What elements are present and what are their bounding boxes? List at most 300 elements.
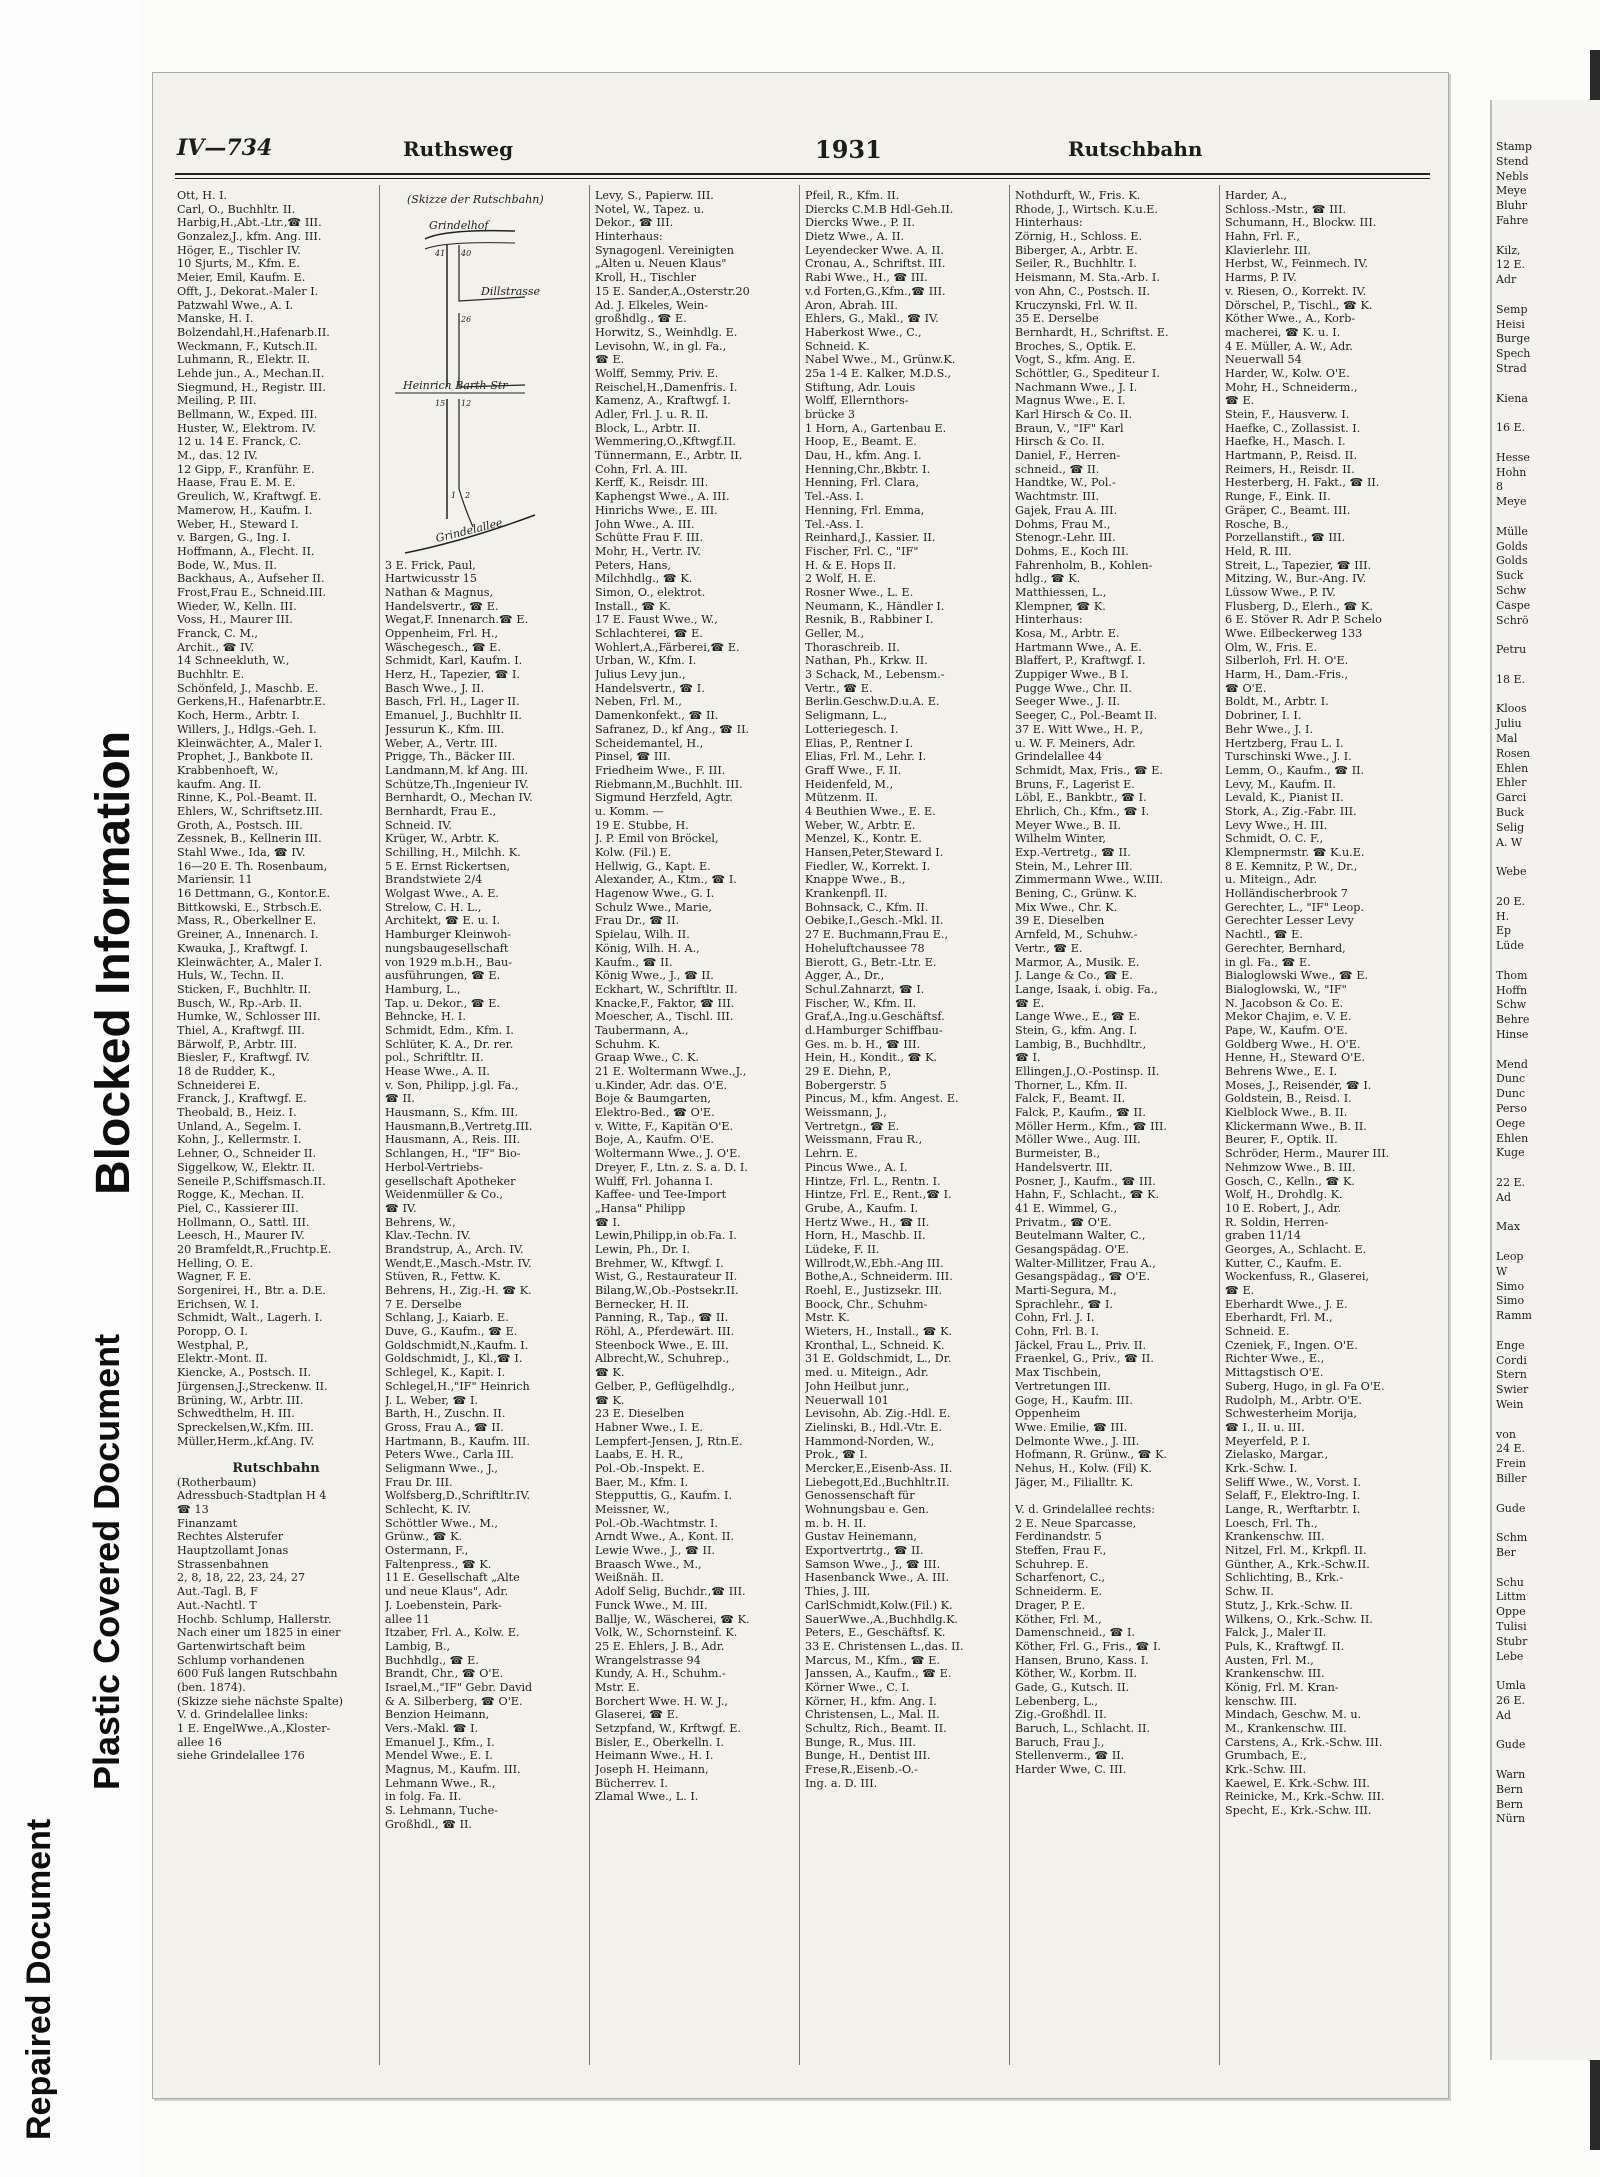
directory-line: ☎ I., II. u. III. <box>1225 1420 1305 1434</box>
directory-line: Gerkens,H., Hafenarbtr.E. <box>177 695 326 709</box>
directory-line: Zessnek, B., Kellnerin III. <box>177 832 322 846</box>
directory-line: Broches, S., Optik. E. <box>1015 339 1137 353</box>
directory-line: Volk, W., Schornsteinf. K. <box>595 1626 738 1640</box>
directory-line: Basch, Frl. H., Lager II. <box>385 695 520 709</box>
next-page-fragment: Rosen <box>1496 746 1531 760</box>
next-page-fragment: Stend <box>1496 154 1529 168</box>
directory-line: kaufm. Ang. II. <box>177 777 262 791</box>
directory-line: Buchhltr. E. <box>177 668 245 682</box>
directory-line: Schneid. E. <box>1225 1325 1290 1339</box>
directory-line: Seiler, R., Buchhltr. I. <box>1015 257 1137 271</box>
directory-line: Reinhard,J., Kassier. II. <box>805 531 936 545</box>
directory-page <box>152 72 1449 2099</box>
directory-line: Mittagstisch O'E. <box>1225 1366 1324 1380</box>
directory-line: Julius Levy jun., <box>595 668 686 682</box>
directory-line <box>1015 1489 1215 1503</box>
directory-line: Rechtes Alsterufer <box>177 1530 284 1544</box>
directory-line: Knacke,F., Faktor, ☎ III. <box>595 996 735 1010</box>
next-page-fragment: H. <box>1496 909 1510 923</box>
directory-line: 1 Horn, A., Gartenbau E. <box>805 421 947 435</box>
directory-line: Wwe. Emilie, ☎ III. <box>1015 1420 1128 1434</box>
directory-line: Gesangspädag. O'E. <box>1015 1242 1129 1256</box>
directory-line: Thoraschreib. II. <box>805 640 900 654</box>
next-page-fragment: Gude <box>1496 1738 1526 1752</box>
directory-line: Bisler, E., Oberkelln. I. <box>595 1735 724 1749</box>
directory-line: Köther, Frl. M., <box>1015 1612 1102 1626</box>
directory-line: Scharfenort, C., <box>1015 1571 1106 1585</box>
directory-line: Frau Dr. III. <box>385 1475 453 1489</box>
directory-line: Behrens Wwe., E. I. <box>1225 1065 1338 1078</box>
directory-line: Max Tischbein, <box>1015 1366 1102 1380</box>
directory-line: Schuhm. K. <box>595 1037 661 1051</box>
next-page-fragment: Schw <box>1496 998 1527 1012</box>
directory-line: Spielau, Wilh. II. <box>595 928 690 942</box>
directory-line: Hahn, F., Schlacht., ☎ K. <box>1015 1188 1160 1202</box>
directory-line: 35 E. Derselbe <box>1015 312 1099 326</box>
directory-line: Henning, Frl. Clara, <box>805 476 920 490</box>
directory-line: Kamenz, A., Kraftwgf. I. <box>595 394 731 408</box>
directory-line: großhdlg., ☎ E. <box>595 312 687 326</box>
next-page-fragment: Mend <box>1496 1057 1528 1071</box>
directory-line: ☎ I. <box>1015 1051 1041 1065</box>
directory-line: 3 E. Frick, Paul, <box>385 558 476 572</box>
directory-line: Vertr., ☎ E. <box>805 681 873 695</box>
directory-line: Wagner, F. E. <box>177 1270 252 1284</box>
directory-line: Siegmund, H., Registr. III. <box>177 380 326 394</box>
column-1 <box>177 189 375 2069</box>
directory-line: J. P. Emil von Bröckel, <box>595 832 719 846</box>
directory-line: Köther, W., Korbm. II. <box>1015 1667 1137 1681</box>
directory-line: Franck, J., Kraftwgf. E. <box>177 1092 307 1106</box>
directory-line: Thiel, A., Kraftwgf. III. <box>177 1023 305 1037</box>
directory-line: Adressbuch-Stadtplan H 4 <box>177 1489 327 1503</box>
directory-line: 3 Schack, M., Lebensm.- <box>805 668 945 682</box>
directory-line: Grumbach, E., <box>1225 1749 1307 1763</box>
house-no-26: 26 <box>461 315 472 324</box>
scan-label-strip <box>0 0 140 2177</box>
directory-line: Bothe,A., Schneiderm. III. <box>805 1270 953 1284</box>
directory-line: Koch, Herm., Arbtr. I. <box>177 709 300 723</box>
directory-line: Strassenbahnen <box>177 1557 269 1571</box>
directory-line: V. d. Grindelallee rechts: <box>1015 1503 1156 1516</box>
directory-line: Held, R. III. <box>1225 544 1292 558</box>
house-no-41: 41 <box>435 249 446 258</box>
directory-line: Neumann, K., Händler I. <box>805 599 945 613</box>
directory-line: Burmeister, B., <box>1015 1147 1101 1161</box>
directory-line: Grube, A., Kaufm. I. <box>805 1201 919 1215</box>
next-page-fragment: Suck <box>1496 569 1524 583</box>
directory-line: Wachtmstr. III. <box>1015 490 1100 504</box>
directory-line: Ott, H. I. <box>177 189 228 202</box>
directory-line: Mindach, Geschw. M. u. <box>1225 1708 1362 1722</box>
directory-line: Exp.-Vertretg., ☎ II. <box>1015 846 1131 859</box>
directory-line: Boje & Baumgarten, <box>595 1092 711 1106</box>
directory-line: Glaserei, ☎ E. <box>595 1708 679 1722</box>
directory-line: Theobald, B., Heiz. I. <box>177 1106 297 1120</box>
directory-line: Mohr, H., Vertr. IV. <box>595 544 701 558</box>
header-rule-thin <box>175 178 1430 179</box>
directory-line: Rudolph, M., Arbtr. O'E. <box>1225 1393 1362 1407</box>
directory-line: Braasch Wwe., M., <box>595 1557 702 1571</box>
directory-line: Goldberg Wwe., H. O'E. <box>1225 1037 1361 1051</box>
next-page-fragment: 24 E. <box>1496 1442 1526 1456</box>
column-divider <box>379 185 380 2065</box>
directory-line: Schröder, Herm., Maurer III. <box>1225 1147 1390 1161</box>
directory-line: Synagogenl. Vereinigten <box>595 243 734 257</box>
directory-line: Streit, L., Tapezier, ☎ III. <box>1225 558 1372 572</box>
directory-line: Boje, A., Kaufm. O'E. <box>595 1133 714 1147</box>
directory-line: Zimmermann Wwe., W.III. <box>1015 873 1164 887</box>
directory-line: Hofmann, R. Grünw., ☎ K. <box>1015 1448 1167 1462</box>
directory-line: 14 Schneekluth, W., <box>177 654 290 668</box>
directory-line: u. W. F. Meiners, Adr. <box>1015 736 1136 750</box>
directory-line: Greiner, A., Innenarch. I. <box>177 928 319 942</box>
next-page-fragment: 16 E. <box>1496 421 1526 435</box>
next-page-fragment: Hesse <box>1496 450 1530 464</box>
directory-line: Benzion Heimann, <box>385 1708 490 1722</box>
directory-line: Beurer, F., Optik. II. <box>1225 1133 1338 1147</box>
directory-line: Boock, Chr., Schuhm- <box>805 1297 928 1311</box>
directory-line: Fischer, Frl. C., "IF" <box>805 544 919 558</box>
directory-line: Bialoglowski, W., "IF" <box>1225 982 1347 996</box>
directory-line: & A. Silberberg, ☎ O'E. <box>385 1694 523 1708</box>
next-page-fragment: Schu <box>1496 1575 1524 1589</box>
directory-line: von 1929 m.b.H., Bau- <box>385 955 513 969</box>
next-page-fragment: Gude <box>1496 1501 1526 1515</box>
directory-line: Finanzamt <box>177 1516 238 1530</box>
directory-line: Hintze, Frl. L., Rentn. I. <box>805 1174 941 1188</box>
directory-line: Busch, W., Rp.-Arb. II. <box>177 996 302 1010</box>
directory-line: Pol.-Ob.-Wachtmstr. I. <box>595 1516 718 1530</box>
directory-line: Hausmann, A., Reis. III. <box>385 1133 521 1147</box>
directory-line: 10 E. Robert, J., Adr. <box>1225 1201 1342 1215</box>
next-page-fragment: Semp <box>1496 302 1528 316</box>
directory-line: Fahrenholm, B., Kohlen- <box>1015 558 1153 572</box>
directory-line: „Alten u. Neuen Klaus" <box>595 257 727 271</box>
directory-line: brücke 3 <box>805 408 856 421</box>
directory-line: Schlecht, K. IV. <box>385 1503 471 1516</box>
directory-line: Handelsvertr. III. <box>1015 1160 1113 1174</box>
directory-line: Scheidemantel, H., <box>595 736 704 750</box>
directory-line: Zielasko, Margar., <box>1225 1448 1329 1462</box>
directory-line: Lempfert-Jensen, J, Rtn.E. <box>595 1434 743 1448</box>
directory-line: Bode, W., Mus. II. <box>177 558 277 572</box>
directory-line: Nehmzow Wwe., B. III. <box>1225 1160 1356 1174</box>
directory-line: Brandstrup, A., Arch. IV. <box>385 1242 524 1256</box>
directory-line: Baruch, Frau J., <box>1015 1735 1105 1749</box>
next-page-fragment: Buck <box>1496 806 1524 819</box>
directory-line: 27 E. Buchmann,Frau E., <box>805 928 949 942</box>
directory-line: Backhaus, A., Aufseher II. <box>177 572 325 586</box>
directory-line: Seligmann, L., <box>805 709 887 723</box>
directory-line: Krankenschw. III. <box>1225 1667 1325 1681</box>
next-page-fragment: Cordi <box>1496 1353 1527 1367</box>
directory-line: Reinicke, M., Krk.-Schw. III. <box>1225 1790 1385 1804</box>
directory-line: Bobergerstr. 5 <box>805 1078 887 1092</box>
next-page-fragment: Golds <box>1496 554 1528 568</box>
next-page-fragment: Thom <box>1496 968 1528 982</box>
directory-line: u. Komm. — <box>595 804 664 818</box>
directory-line: v. Witte, F., Kapitän O'E. <box>595 1119 734 1133</box>
directory-line: Stein, M., Lehrer III. <box>1015 859 1133 873</box>
directory-line: Nitzel, Frl. M., Krkpfl. II. <box>1225 1544 1367 1558</box>
directory-line: Ferdinandstr. 5 <box>1015 1530 1102 1544</box>
directory-line: Diercks Wwe., P. II. <box>805 216 915 230</box>
directory-line: Pincus, M., kfm. Angest. E. <box>805 1092 959 1106</box>
directory-line: Reimers, H., Reisdr. II. <box>1225 462 1355 476</box>
directory-line: Sorgenirei, H., Btr. a. D.E. <box>177 1284 326 1297</box>
next-page-fragment: Webe <box>1496 865 1527 879</box>
directory-line: 29 E. Diehn, P., <box>805 1065 892 1078</box>
directory-line: 19 E. Stubbe, H. <box>595 818 689 832</box>
directory-line: Tel.-Ass. I. <box>805 490 864 504</box>
directory-line: gesellschaft Apotheker <box>385 1174 516 1188</box>
directory-line: Cohn, Frl. A. III. <box>595 462 688 476</box>
directory-line: Porzellanstift., ☎ III. <box>1225 531 1346 545</box>
directory-line: Henning, Frl. Emma, <box>805 503 925 517</box>
next-page-fragment: Frein <box>1496 1457 1527 1471</box>
directory-line: Bruns, F., Lagerist E. <box>1015 777 1135 791</box>
directory-line: Lambig, B., <box>385 1639 451 1653</box>
directory-line: Nathan, Ph., Krkw. II. <box>805 654 928 668</box>
directory-line: Falck, P., Kaufm., ☎ II. <box>1015 1106 1146 1120</box>
next-page-fragment: Juliu <box>1496 717 1522 731</box>
next-page-fragment: Spech <box>1496 347 1531 361</box>
directory-line: Marti-Segura, M., <box>1015 1284 1117 1297</box>
directory-line: Günther, A., Krk.-Schw.II. <box>1225 1557 1370 1571</box>
next-page-fragment: Fahre <box>1496 214 1529 227</box>
directory-line: 12 u. 14 E. Franck, C. <box>177 435 302 449</box>
directory-line: M., das. 12 IV. <box>177 449 258 463</box>
directory-line: Urban, W., Kfm. I. <box>595 654 697 668</box>
directory-line: Damenschneid., ☎ I. <box>1015 1626 1135 1640</box>
directory-line: Aut.-Nachtl. T <box>177 1598 257 1612</box>
directory-line: Richter Wwe., E., <box>1225 1352 1325 1366</box>
directory-line: R. Soldin, Herren- <box>1225 1215 1329 1229</box>
directory-line: Oppenheim, Frl. H., <box>385 627 499 640</box>
directory-line: Wilkens, O., Krk.-Schw. II. <box>1225 1612 1373 1626</box>
directory-line: Resnik, B., Rabbiner I. <box>805 613 934 627</box>
directory-line: Spreckelsen,W.,Kfm. III. <box>177 1420 314 1434</box>
directory-line: Frese,R.,Eisenb.-O.- <box>805 1763 918 1777</box>
directory-line: John Wwe., A. III. <box>595 517 695 531</box>
next-page-fragment: Stamp <box>1496 140 1532 153</box>
directory-line: Hahn, Frl. F., <box>1225 230 1300 244</box>
directory-line: Schöttler Wwe., M., <box>385 1516 498 1530</box>
directory-line: Hoop, E., Beamt. E. <box>805 435 917 449</box>
directory-line: Klav.-Techn. IV. <box>385 1229 471 1243</box>
directory-line: Marmor, A., Musik. E. <box>1015 955 1140 969</box>
directory-line: Ing. a. D. III. <box>805 1776 878 1790</box>
next-page-fragment: Strad <box>1496 362 1527 375</box>
directory-line: Weidenmüller & Co., <box>385 1188 503 1202</box>
directory-line: pol., Schriftltr. II. <box>385 1051 484 1065</box>
directory-line: Magnus, M., Kaufm. III. <box>385 1763 521 1777</box>
directory-line: Pincus Wwe., A. I. <box>805 1160 908 1174</box>
directory-line: Exportvertrtg., ☎ II. <box>805 1544 924 1558</box>
directory-line: Hellwig, G., Kapt. E. <box>595 859 711 873</box>
directory-line: Kaffee- und Tee-Import <box>595 1188 727 1202</box>
directory-line: Grünw., ☎ K. <box>385 1530 463 1544</box>
directory-line: Gade, G., Kutsch. II. <box>1015 1680 1130 1694</box>
directory-line: Wendt,E.,Masch.-Mstr. IV. <box>385 1256 532 1270</box>
directory-line: Gesangspädag., ☎ O'E. <box>1015 1270 1151 1284</box>
directory-line: Cronau, A., Schriftst. III. <box>805 257 946 271</box>
directory-line: Janssen, A., Kaufm., ☎ E. <box>805 1667 952 1681</box>
directory-line: Magnus Wwe., E. I. <box>1015 394 1126 408</box>
page-header <box>153 135 1448 169</box>
directory-line: Stellenverm., ☎ II. <box>1015 1749 1125 1763</box>
directory-line: Handelsvertr., ☎ I. <box>595 681 705 695</box>
directory-line: Neuerwall 101 <box>805 1393 889 1407</box>
next-page-fragment: 8 <box>1496 480 1503 494</box>
directory-line: Rabi Wwe., H., ☎ III. <box>805 271 928 285</box>
directory-line: 2 Wolf, H. E. <box>805 572 877 586</box>
directory-line: Safranez, D., kf Ang., ☎ II. <box>595 722 750 736</box>
directory-line: König, Wilh. H. A., <box>595 941 700 955</box>
directory-line: Friedheim Wwe., F. III. <box>595 763 726 777</box>
directory-line: Hinterhaus: <box>1015 216 1083 230</box>
next-page-fragment: Kuge <box>1496 1146 1525 1160</box>
directory-line: Mendel Wwe., E. I. <box>385 1749 493 1763</box>
next-page-fragment: Swier <box>1496 1383 1529 1397</box>
next-page-fragment: Kloos <box>1496 702 1527 716</box>
next-page-fragment: Lebe <box>1496 1649 1524 1663</box>
directory-line: Habner Wwe., I. E. <box>595 1420 703 1434</box>
directory-line: Berlin.Geschw.D.u.A. E. <box>805 695 940 709</box>
directory-line: Schütte Frau F. III. <box>595 531 703 545</box>
directory-line: Gräper, C., Beamt. III. <box>1225 503 1351 517</box>
directory-line: Dekor., ☎ III. <box>595 216 674 230</box>
directory-line: Beutelmann Walter, C., <box>1015 1229 1146 1243</box>
directory-line: Klavierlehr. III. <box>1225 243 1311 257</box>
directory-line: Moses, J., Reisender, ☎ I. <box>1225 1078 1372 1092</box>
directory-line: Bernecker, H. II. <box>595 1297 690 1311</box>
directory-line: Brandt, Chr., ☎ O'E. <box>385 1667 504 1681</box>
directory-line: Willrodt,W.,Ebh.-Ang III. <box>805 1256 944 1270</box>
directory-line: Hamburger Kleinwoh- <box>385 928 512 942</box>
next-page-fragment: Dunc <box>1496 1072 1526 1086</box>
directory-line: Krankenschw. III. <box>1225 1530 1325 1544</box>
directory-line: Behr Wwe., J. I. <box>1225 722 1314 736</box>
directory-line: Meissner, W., <box>595 1503 670 1516</box>
directory-line: Schultz, Rich., Beamt. II. <box>805 1722 947 1735</box>
directory-line: Pol.-Ob.-Inspekt. E. <box>595 1461 705 1475</box>
directory-line: Neben, Frl. M., <box>595 695 682 709</box>
directory-line: Kielblock Wwe., B. II. <box>1225 1106 1348 1120</box>
directory-line: Leesch, H., Maurer IV. <box>177 1229 305 1243</box>
directory-line: Graf,A.,Ing.u.Geschäftsf. <box>805 1010 945 1024</box>
directory-line: Weber, A., Vertr. III. <box>385 736 498 750</box>
directory-line: Mamerow, H., Kaufm. I. <box>177 503 313 517</box>
directory-line: allee 16 <box>177 1735 222 1749</box>
directory-line: Patzwahl Wwe., A. I. <box>177 298 294 312</box>
directory-line: Erichsen, W. I. <box>177 1297 259 1311</box>
directory-line: Mass, R., Oberkellner E. <box>177 914 317 928</box>
directory-line: Gerechter Lesser Levy <box>1225 914 1354 928</box>
directory-line: ☎ I. <box>595 1215 621 1229</box>
directory-line: Schwedthelm, H. III. <box>177 1407 295 1421</box>
directory-line: ☎ IV. <box>385 1201 417 1215</box>
column-3 <box>595 189 795 2069</box>
directory-line: Zielinski, B., Hdl.-Vtr. E. <box>805 1420 942 1434</box>
directory-line: Nehus, H., Kolw. (Fil) K. <box>1015 1461 1152 1475</box>
directory-line: Köther Wwe., A., Korb- <box>1225 312 1356 326</box>
directory-line: Nothdurft, W., Fris. K. <box>1015 189 1141 202</box>
directory-line: Wohnungsbau e. Gen. <box>805 1503 929 1516</box>
directory-line: Meyer Wwe., B. II. <box>1015 818 1122 832</box>
directory-line: Hansen,Peter,Steward I. <box>805 846 944 859</box>
next-page-fragment: Nürn <box>1496 1812 1526 1826</box>
directory-line: Hartmann, P., Reisd. II. <box>1225 449 1358 463</box>
directory-line: Schulz Wwe., Marie, <box>595 900 712 914</box>
directory-line: Fraenkel, G., Priv., ☎ II. <box>1015 1352 1154 1366</box>
directory-line: Willers, J., Hdlgs.-Geh. I. <box>177 722 317 736</box>
directory-line: Baer, M., Kfm. I. <box>595 1475 689 1489</box>
next-page-fragment: Selig <box>1496 820 1525 834</box>
directory-line: Heimann Wwe., H. I. <box>595 1749 714 1763</box>
next-page-fragment: Hinse <box>1496 1028 1529 1041</box>
directory-line: Levy, M., Kaufm. II. <box>1225 777 1336 791</box>
directory-line: Adolf Selig, Buchdr.,☎ III. <box>595 1585 746 1599</box>
directory-line: Gustav Heinemann, <box>805 1530 917 1544</box>
directory-line: Schuhrep. E. <box>1015 1557 1089 1571</box>
directory-line: Arndt Wwe., A., Kont. II. <box>595 1530 734 1544</box>
directory-line: d.Hamburger Schiffbau- <box>805 1023 943 1037</box>
header-rule <box>175 173 1430 175</box>
house-no-15: 15 <box>435 399 446 408</box>
next-page-fragment: Umla <box>1496 1679 1526 1693</box>
directory-line: Bernhardt, O., Mechan IV. <box>385 791 533 805</box>
column-6 <box>1225 189 1429 2069</box>
directory-line: Hinrichs Wwe., E. III. <box>595 503 718 517</box>
directory-line: Schumann, H., Blockw. III. <box>1225 216 1377 230</box>
directory-line: Notel, W., Tapez. u. <box>595 202 705 216</box>
directory-line: ☎ O'E. <box>1225 681 1267 695</box>
directory-line: allee 11 <box>385 1612 430 1626</box>
next-page-fragment: Kiena <box>1496 391 1528 405</box>
directory-line: Levy Wwe., H. III. <box>1225 818 1328 832</box>
next-page-edge <box>1490 100 1600 2060</box>
directory-line: J. Lange & Co., ☎ E. <box>1015 969 1133 983</box>
directory-line: Röhl, A., Pferdewärt. III. <box>595 1325 735 1339</box>
column-divider <box>799 185 800 2065</box>
next-page-fragment: Bern <box>1496 1797 1523 1811</box>
directory-line: Schmidt, O. C. F., <box>1225 832 1324 846</box>
directory-line: Wäschegesch., ☎ E. <box>385 640 501 654</box>
dillstrasse-label: Dillstrasse <box>481 285 541 298</box>
directory-line: med. u. Miteign., Adr. <box>805 1366 929 1380</box>
directory-line: Dohms, Frau M., <box>1015 517 1111 531</box>
directory-line: 1 E. EngelWwe.,A.,Kloster- <box>177 1722 331 1735</box>
directory-line: Behrens, W., <box>385 1215 456 1229</box>
directory-line: Hollmann, O., Sattl. III. <box>177 1215 310 1229</box>
right-street-heading: Rutschbahn <box>1068 137 1203 161</box>
next-page-fragment: Leop <box>1496 1250 1524 1263</box>
directory-line: ☎ II. <box>385 1092 415 1106</box>
directory-line: Sigmund Herzfeld, Agtr. <box>595 791 733 805</box>
directory-line: Ostermann, F., <box>385 1544 469 1558</box>
directory-line: Manske, H. I. <box>177 312 254 326</box>
directory-line: Biesler, F., Kraftwgf. IV. <box>177 1051 310 1065</box>
directory-line: Lewin,Philipp,in ob.Fa. I. <box>595 1229 737 1243</box>
directory-line: 31 E. Goldschmidt, L., Dr. <box>805 1352 952 1366</box>
directory-line: Schmidt, Edm., Kfm. I. <box>385 1023 514 1037</box>
directory-line: Falck, J., Maler II. <box>1225 1626 1327 1640</box>
directory-line: Westphal, P., <box>177 1338 249 1352</box>
directory-line: Lemm, O., Kaufm., ☎ II. <box>1225 763 1365 777</box>
directory-line: Behncke, H. I. <box>385 1010 466 1024</box>
